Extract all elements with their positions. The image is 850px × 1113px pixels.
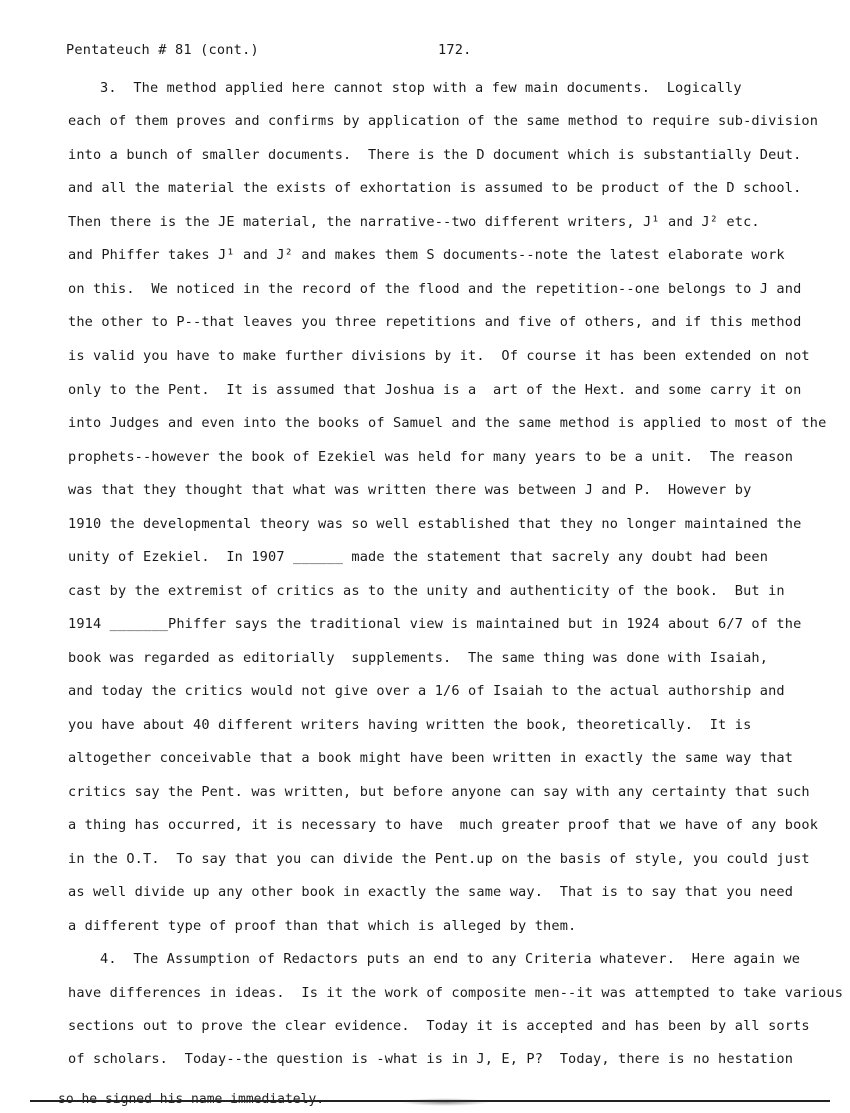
text-line: the other to P--that leaves you three repetitions and five of others, and if this method xyxy=(68,314,802,330)
document-title: Pentateuch # 81 (cont.) xyxy=(66,42,259,58)
text-line: only to the Pent. It is assumed that Joshua is a art of the Hext. and some carry it on xyxy=(68,382,802,398)
footer-fragment xyxy=(30,1092,830,1113)
text-line: cast by the extremist of critics as to the unity and authenticity of the book. But in xyxy=(68,583,785,599)
text-line: a different type of proof than that which is alleged by them. xyxy=(68,918,577,934)
text-line: and all the material the exists of exhortation is assumed to be product of the D school. xyxy=(68,180,802,196)
text-line: 1914 _______Phiffer says the traditional view is maintained but in 1924 about 6/7 of the xyxy=(68,616,802,632)
text-line: prophets--however the book of Ezekiel was held for many years to be a unit. The reason xyxy=(68,449,794,465)
text-line: critics say the Pent. was written, but before anyone can say with any certainty that such xyxy=(68,784,810,800)
ink-smudge xyxy=(400,1098,490,1106)
text-line: Then there is the JE material, the narrative--two different writers, J¹ and J² etc. xyxy=(68,214,760,230)
text-line: in the O.T. To say that you can divide the Pent.up on the basis of style, you could just xyxy=(68,851,810,867)
text-line: book was regarded as editorially supplements. The same thing was done with Isaiah, xyxy=(68,650,769,666)
text-line: 3. The method applied here cannot stop with a few main documents. Logically xyxy=(100,80,742,96)
page-number: 172. xyxy=(438,42,472,58)
text-line: sections out to prove the clear evidence. Today it is accepted and has been by all sorts xyxy=(68,1018,810,1034)
text-line: of scholars. Today--the question is -what is in J, E, P? Today, there is no hestation xyxy=(68,1051,794,1067)
text-line: was that they thought that what was written there was between J and P. However by xyxy=(68,482,752,498)
text-line: into Judges and even into the books of Samuel and the same method is applied to most of the xyxy=(68,415,827,431)
page-header xyxy=(66,42,766,64)
text-line: and Phiffer takes J¹ and J² and makes them S documents--note the latest elaborate work xyxy=(68,247,785,263)
text-line: and today the critics would not give over a 1/6 of Isaiah to the actual authorship and xyxy=(68,683,785,699)
text-line: as well divide up any other book in exactly the same way. That is to say that you need xyxy=(68,884,794,900)
text-line: into a bunch of smaller documents. There is the D document which is substantially Deut. xyxy=(68,147,802,163)
text-line: 1910 the developmental theory was so well established that they no longer maintained the xyxy=(68,516,802,532)
text-line: is valid you have to make further divisions by it. Of course it has been extended on not xyxy=(68,348,810,364)
text-line: a thing has occurred, it is necessary to have much greater proof that we have of any book xyxy=(68,817,819,833)
text-line: have differences in ideas. Is it the work of composite men--it was attempted to take various xyxy=(68,985,844,1001)
text-line: you have about 40 different writers having written the book, theoretically. It is xyxy=(68,717,752,733)
text-line: 4. The Assumption of Redactors puts an end to any Criteria whatever. Here again we xyxy=(100,951,801,967)
text-line: unity of Ezekiel. In 1907 ______ made the statement that sacrely any doubt had been xyxy=(68,549,769,565)
text-line: on this. We noticed in the record of the flood and the repetition--one belongs to J and xyxy=(68,281,802,297)
text-line: each of them proves and confirms by application of the same method to require sub-division xyxy=(68,113,819,129)
text-line: altogether conceivable that a book might have been written in exactly the same way that xyxy=(68,750,794,766)
